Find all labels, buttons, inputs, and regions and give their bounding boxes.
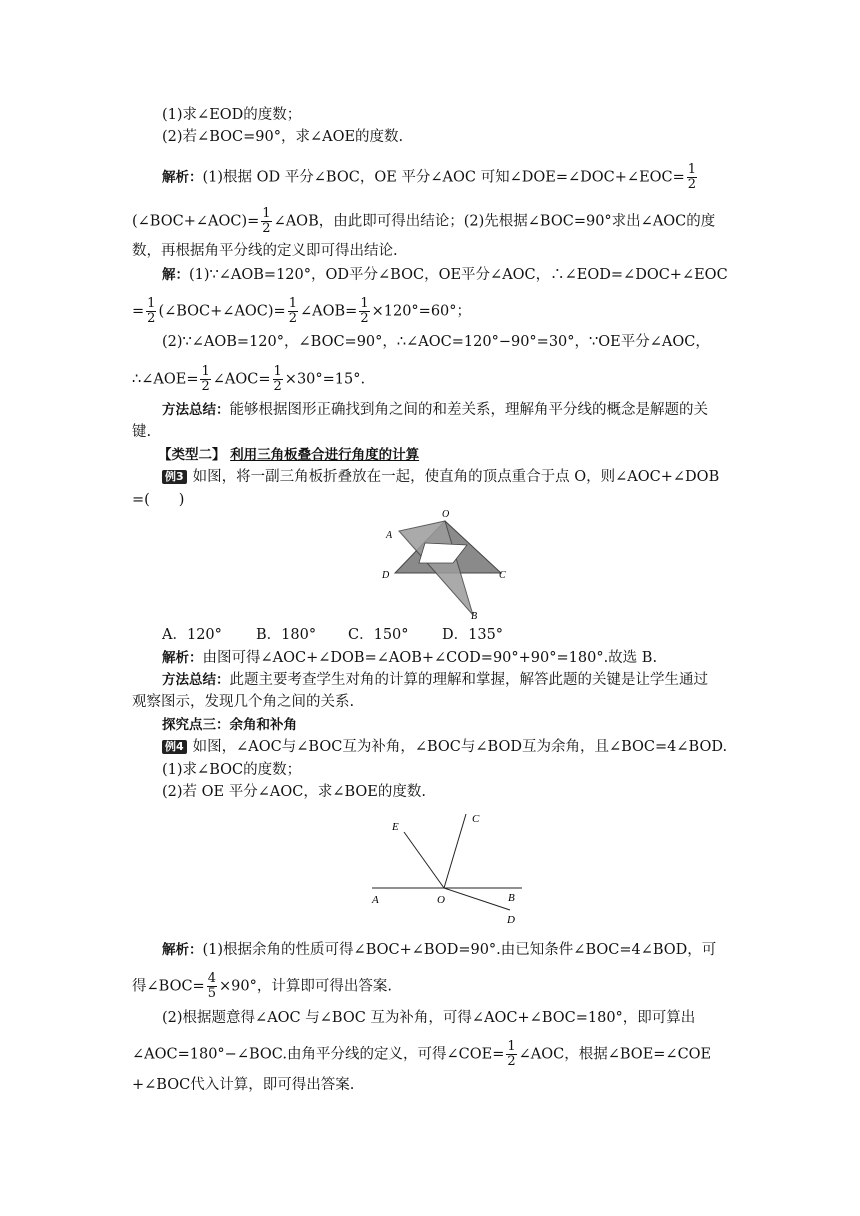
method3-line1: 方法总结：此题主要考查学生对角的计算的理解和掌握，解答此题的关键是让学生通过 <box>162 672 708 688</box>
ray-OC <box>444 814 466 888</box>
point-label-O: O <box>442 509 450 520</box>
point-label-D: D <box>507 914 515 926</box>
solution2-line3: (2)∵∠AOB=120°，∠BOC=90°，∴∠AOC=120°−90°=30°，∵OE平分∠AOC， <box>162 334 710 350</box>
analysis-label: 解析： <box>162 650 203 666</box>
ex4-line2: (1)求∠BOC的度数； <box>162 762 302 778</box>
analysis-label: 解析： <box>162 169 203 186</box>
option-b: B．180° <box>256 627 317 643</box>
point-label-B: B <box>508 892 515 904</box>
analysis4-line1: 解析：(1)根据余角的性质可得∠BOC+∠BOD=90°.由已知条件∠BOC=4∠BOD，可 <box>162 942 717 958</box>
method-label: 方法总结： <box>162 672 230 688</box>
type2-heading <box>158 445 419 465</box>
point-label-O: O <box>437 894 445 906</box>
point-label-C: C <box>472 813 480 825</box>
option-d: D．135° <box>442 627 504 643</box>
q2-part1: (1)求∠EOD的度数； <box>162 107 302 123</box>
option-a: A．120° <box>162 627 222 643</box>
fraction-half: $\frac{1}{2}$ <box>147 296 156 326</box>
method2-line2: 键. <box>132 424 152 440</box>
analysis4-line2: 得∠BOC= $\frac{4}{5}$ ×90°，计算即可得出答案. <box>132 971 392 1001</box>
triangle-plates-figure <box>375 505 525 625</box>
ex3-line1: 例3 如图，将一副三角板折叠放在一起，使直角的顶点重合于点 O，则∠AOC+∠DOB <box>162 467 719 487</box>
ex3-line2: =( ) <box>132 492 185 508</box>
analysis2-line2: (∠BOC+∠AOC)= $\frac{1}{2}$ ∠AOB，由此即可得出结论；(2)先根据∠BOC=90°求出∠AOC的度 <box>132 206 716 236</box>
fraction-four-fifths: $\frac{4}{5}$ <box>207 971 216 1001</box>
option-c: C．150° <box>348 627 409 643</box>
analysis4-line3: (2)根据题意得∠AOC 与∠BOC 互为补角，可得∠AOC+∠BOC=180°，即可算出 <box>162 1010 696 1026</box>
fraction-half: $\frac{1}{2}$ <box>360 296 369 326</box>
solution2-line1: 解：(1)∵∠AOB=120°，OD平分∠BOC，OE平分∠AOC，∴∠EOD=∠DOC+∠EOC <box>162 267 728 283</box>
point-label-A: A <box>372 894 379 906</box>
solution2-line4: ∴∠AOE= $\frac{1}{2}$ ∠AOC= $\frac{1}{2}$ ×30°=15°. <box>132 364 366 394</box>
ray-OD <box>444 888 510 910</box>
analysis3: 解析：由图可得∠AOC+∠DOB=∠AOB+∠COD=90°+90°=180°.故选 B. <box>162 650 658 666</box>
ex4-line1: 例4 如图，∠AOC与∠BOC互为补角，∠BOC与∠BOD互为余角，且∠BOC=4∠BOD. <box>162 737 727 757</box>
example-tag: 例4 <box>162 740 187 754</box>
type-title: 利用三角板叠合进行角度的计算 <box>230 447 420 463</box>
fraction-half: $\frac{1}{2}$ <box>687 162 697 192</box>
fraction-half: $\frac{1}{2}$ <box>273 364 282 394</box>
point-label-E: E <box>392 821 399 833</box>
method3-line2: 观察图示，发现几个角之间的关系. <box>132 694 355 710</box>
point-label-A: A <box>386 530 393 541</box>
ex4-line3: (2)若 OE 平分∠AOC，求∠BOE的度数. <box>162 784 426 800</box>
angles-figure <box>362 806 532 931</box>
example-tag: 例3 <box>162 470 187 484</box>
method-label: 方法总结： <box>162 402 230 418</box>
solution2-line2: = $\frac{1}{2}$ (∠BOC+∠AOC)= $\frac{1}{2}$ ∠AOB= $\frac{1}{2}$ ×120°=60°； <box>132 296 472 326</box>
analysis2-line1: 解析：(1)根据 OD 平分∠BOC，OE 平分∠AOC 可知∠DOE=∠DOC+∠EOC= $\frac{1}{2}$ <box>162 162 697 192</box>
analysis4-line4: ∠AOC=180°−∠BOC.由角平分线的定义，可得∠COE= $\frac{1}{2}$ ∠AOC，根据∠BOE=∠COE <box>132 1039 712 1069</box>
point3-heading: 探究点三：余角和补角 <box>162 717 297 733</box>
point-label-C: C <box>499 570 506 581</box>
method2-line1: 方法总结：能够根据图形正确找到角之间的和差关系，理解角平分线的概念是解题的关 <box>162 402 708 418</box>
point-label-B: B <box>471 611 478 622</box>
fraction-half: $\frac{1}{2}$ <box>262 206 271 236</box>
fraction-half: $\frac{1}{2}$ <box>288 296 297 326</box>
analysis2-line3: 数，再根据角平分线的定义即可得出结论. <box>132 243 398 259</box>
fraction-half: $\frac{1}{2}$ <box>201 364 210 394</box>
analysis4-line5: +∠BOC代入计算，即可得出答案. <box>132 1077 355 1093</box>
type-label: 【类型二】 <box>158 447 226 463</box>
ray-OE <box>404 832 444 888</box>
q2-part2: (2)若∠BOC=90°，求∠AOE的度数. <box>162 129 404 145</box>
solution-label: 解： <box>162 267 189 283</box>
analysis-label: 解析： <box>162 942 203 958</box>
fraction-half: $\frac{1}{2}$ <box>507 1039 516 1069</box>
point-label-D: D <box>382 570 390 581</box>
